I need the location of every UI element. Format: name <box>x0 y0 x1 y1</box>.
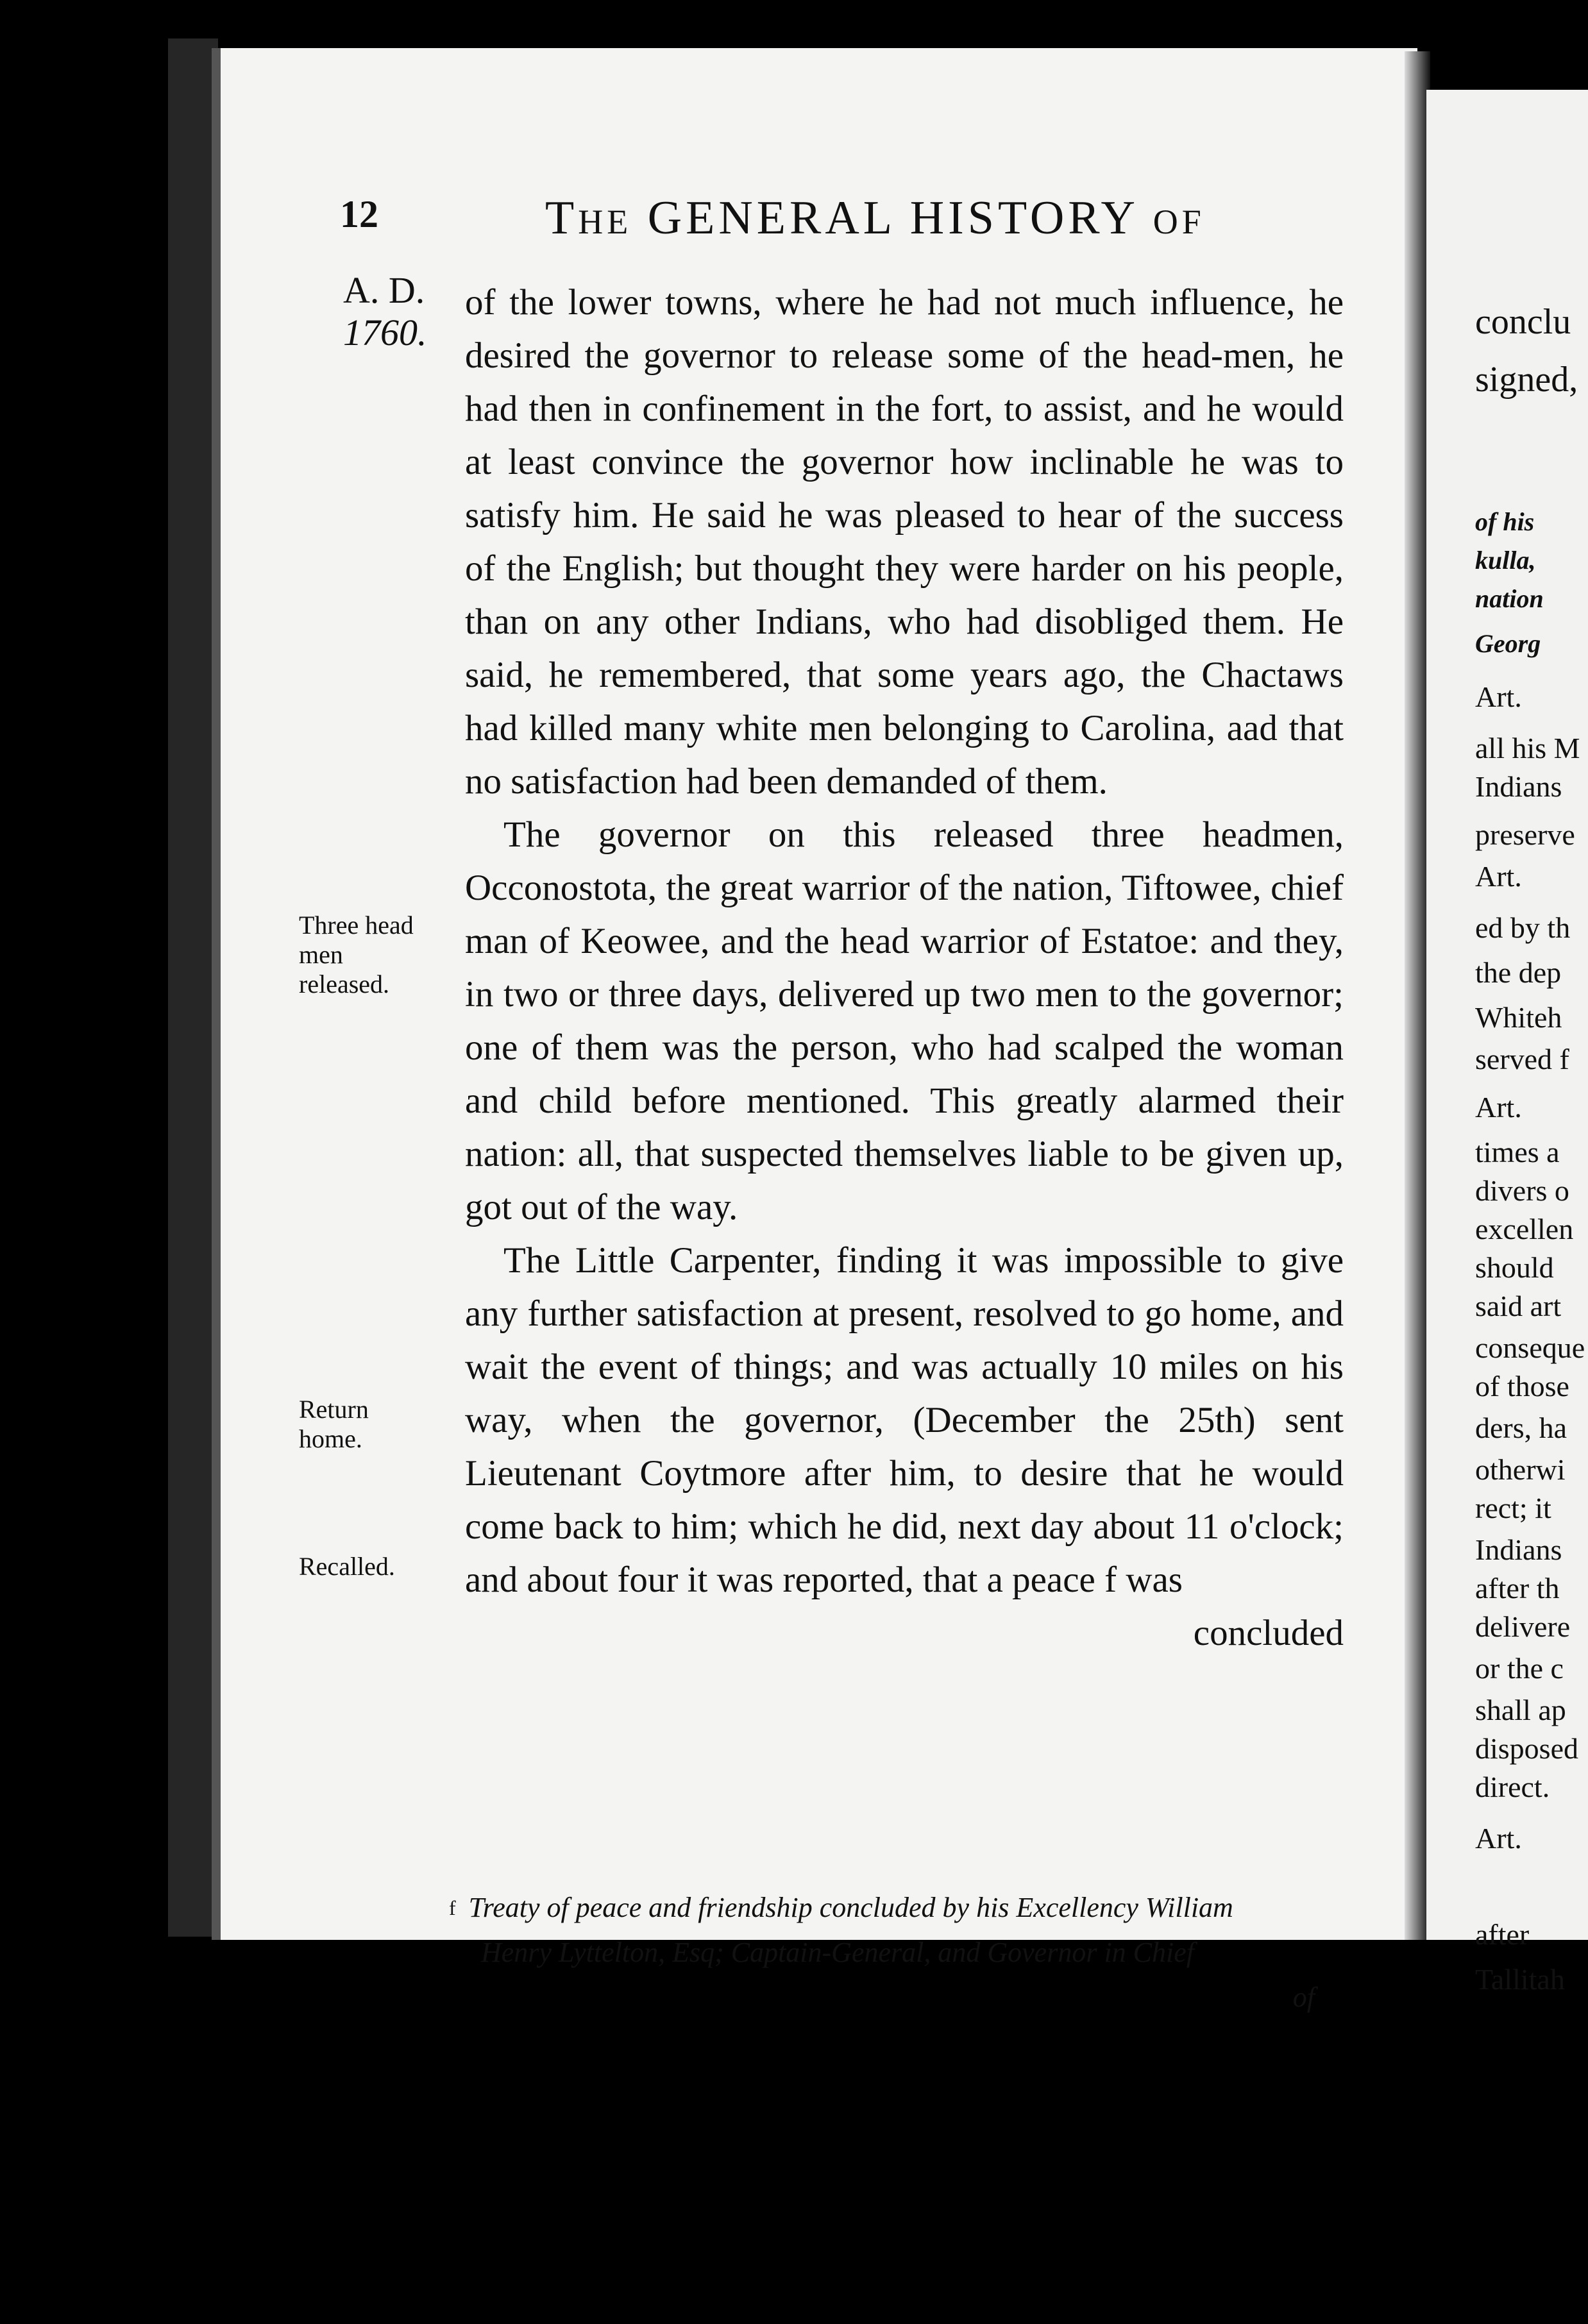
right-page-line: ders, ha <box>1475 1411 1567 1444</box>
right-page-line: excellen <box>1475 1213 1574 1245</box>
page-number: 12 <box>340 193 378 235</box>
footnote <box>449 1885 1328 2020</box>
running-head <box>545 191 1205 246</box>
right-page-line: all his M <box>1475 732 1580 764</box>
right-page-line: Tallitah <box>1475 1963 1565 1996</box>
running-head-he: HE <box>578 203 632 241</box>
footnote-mark: f <box>449 1896 456 1919</box>
date-margin <box>343 269 427 354</box>
right-page-line: signed, <box>1475 360 1578 400</box>
right-page-line: delivere <box>1475 1610 1571 1643</box>
running-head-initial: T <box>545 192 579 244</box>
book-spine <box>168 38 218 1937</box>
running-head-of: OF <box>1153 203 1205 241</box>
right-page-line: divers o <box>1475 1174 1569 1207</box>
paragraph: The governor on this released three headmen, Occonostota, the great warrior of the nation, Tiftowee, chief man of Keowee, and the head warrior of Estatoe: and they, in two or three days, delivered up two men to the governor; one of them was the person, who had scalped the woman and child before mentioned. This greatly alarmed their nation: all, that suspected themselves liable to be given up, got out of the way. <box>465 814 1344 1227</box>
footnote-line: Henry Lyttelton, Esq; Captain-General, and Governor in Chief <box>481 1937 1194 1968</box>
right-page-line: Art. <box>1475 680 1522 713</box>
right-page-line: Art. <box>1475 1091 1522 1124</box>
right-page-line: otherwi <box>1475 1453 1566 1486</box>
right-page-line: should <box>1475 1251 1554 1284</box>
right-page-line: of his <box>1475 507 1535 536</box>
right-page-line: Art. <box>1475 1822 1522 1855</box>
right-page-line: times a <box>1475 1136 1560 1168</box>
body-text <box>465 276 1344 1660</box>
right-page-line: of those <box>1475 1370 1569 1402</box>
right-page-line: rect; it <box>1475 1492 1551 1524</box>
right-page-line: nation <box>1475 584 1544 613</box>
right-page-line: shall ap <box>1475 1694 1566 1726</box>
running-head-title: GENERAL HISTORY <box>632 192 1153 244</box>
right-page-line: disposed <box>1475 1732 1578 1765</box>
right-page-line: after <box>1475 1918 1530 1951</box>
margin-note: Three head men released. <box>299 911 414 998</box>
right-page-line: the dep <box>1475 956 1562 989</box>
right-page-line: direct. <box>1475 1771 1550 1803</box>
right-page-line: Indians <box>1475 1533 1562 1566</box>
right-page-line: ed by th <box>1475 911 1571 944</box>
right-page-line: after th <box>1475 1572 1560 1604</box>
right-page-line: said art <box>1475 1290 1562 1322</box>
paragraph: of the lower towns, where he had not much influence, he desired the governor to release some of the head-men, he had then in confinement in the fort, to assist, and he would at least convince the governor how inclinable he was to satisfy him. He said he was pleased to hear of the success of the English; but thought they were harder on his people, than on any other Indians, who had disobliged them. He said, he remembered, that some years ago, the Chactaws had killed many white men belonging to Carolina, aad that no satisfaction had been demanded of them. <box>465 282 1344 802</box>
right-page-line: or the c <box>1475 1652 1564 1685</box>
right-page-line: preserve <box>1475 818 1575 851</box>
date-label: A. D. <box>343 269 425 311</box>
margin-note: Return home. <box>299 1395 369 1453</box>
right-page-line: served f <box>1475 1043 1569 1075</box>
paragraph: The Little Carpenter, finding it was impossible to give any further satisfaction at present, resolved to go home, and wait the event of things; and was actually 10 miles on his way, when the governor, (December the 25th) sent Lieutenant Coytmore after him, to desire that he would come back to him; which he did, next day about 11 o'clock; and about four it was reported, that a peace f was <box>465 1240 1344 1600</box>
footnote-line: of <box>1292 1982 1315 2013</box>
date-year: 1760. <box>343 312 427 353</box>
footnote-line: Treaty of peace and friendship concluded by his Excellency William <box>468 1892 1233 1923</box>
right-page-line: conclu <box>1475 302 1571 342</box>
right-page-line: kulla, <box>1475 546 1536 575</box>
right-page-line: conseque <box>1475 1331 1585 1364</box>
right-page-line: Indians <box>1475 770 1562 803</box>
right-page-line: Art. <box>1475 860 1522 893</box>
right-page-line: Georg <box>1475 629 1541 658</box>
margin-note: Recalled. <box>299 1552 395 1581</box>
catchword: concluded <box>1193 1613 1344 1653</box>
right-page-line: Whiteh <box>1475 1001 1562 1034</box>
